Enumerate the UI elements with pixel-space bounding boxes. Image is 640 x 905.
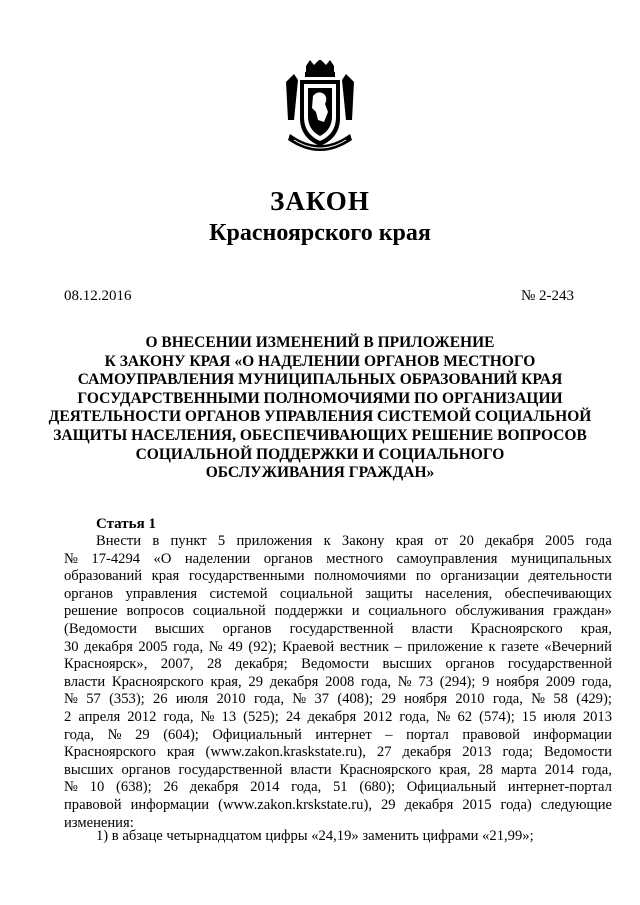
body-line: (Ведомости высших органов государственной власти Красноярского края, (64, 620, 612, 637)
body-line: решение вопросов социальной поддержки и социального обслуживания граждан» (64, 603, 612, 620)
body-line: Красноярского края (www.zakon.kraskstate.ru), 27 декабря 2013 года; Ведомости (64, 744, 612, 761)
heading-line: САМОУПРАВЛЕНИЯ МУНИЦИПАЛЬНЫХ ОБРАЗОВАНИЙ КРАЯ (77, 371, 563, 389)
heading-line: ОБСЛУЖИВАНИЯ ГРАЖДАН» (205, 464, 435, 482)
heading-line: ГОСУДАРСТВЕННЫМИ ПОЛНОМОЧИЯМИ ПО ОРГАНИЗАЦИИ (77, 389, 563, 407)
body-line: высших органов государственной власти Красноярского края, 28 марта 2014 года, (64, 761, 612, 778)
body-line: № 10 (638); 26 декабря 2014 года, 51 (680); Официальный интернет-портал (64, 779, 612, 796)
body-line: 30 декабря 2005 года, № 49 (92); Краевой вестник – приложение к газете «Вечерний (64, 638, 612, 655)
body-line: Красноярск», 2007, 28 декабря; Ведомости высших органов государственной (64, 656, 612, 673)
body-line: № 57 (353); 26 июля 2010 года, № 37 (408); 29 ноября 2010 года, № 58 (429); (64, 691, 612, 708)
body-line: власти Красноярского края, 29 декабря 2008 года, № 73 (294); 9 ноября 2009 года, (64, 673, 612, 690)
body-line: № 17-4294 «О наделении органов местного самоуправления муниципальных (64, 550, 612, 567)
document-subtitle: Красноярского края (209, 220, 431, 246)
body-line: Внести в пункт 5 приложения к Закону края от 20 декабря 2005 года (96, 533, 612, 549)
document-date: 08.12.2016 (64, 288, 132, 304)
article-title: Статья 1 (96, 516, 156, 532)
list-item: 1) в абзаце четырнадцатом цифры «24,19» заменить цифрами «21,99»; (96, 828, 534, 844)
heading-line: ДЕЯТЕЛЬНОСТИ ОРГАНОВ УПРАВЛЕНИЯ СИСТЕМОЙ СОЦИАЛЬНОЙ (48, 408, 592, 426)
body-line: 2 апреля 2012 года, № 13 (525); 24 декабря 2012 года, № 62 (574); 15 июля 2013 (64, 708, 612, 725)
body-line: образований края государственными полномочиями по организации деятельности (64, 568, 612, 585)
article-body (64, 533, 612, 832)
body-line: правовой информации (www.zakon.krskstate.ru), 29 декабря 2015 года) следующие (64, 796, 612, 813)
krasnoyarsk-coat-of-arms-emblem (280, 60, 360, 160)
body-line: года, № 29 (604); Официальный интернет – портал правовой информации (64, 726, 612, 743)
document-number: № 2-243 (520, 288, 574, 304)
document-title: ЗАКОН (270, 186, 370, 216)
heading-line: К ЗАКОНУ КРАЯ «О НАДЕЛЕНИИ ОРГАНОВ МЕСТНОГО (104, 352, 536, 370)
heading-line: ЗАЩИТЫ НАСЕЛЕНИЯ, ОБЕСПЕЧИВАЮЩИХ РЕШЕНИЕ ВОПРОСОВ (53, 426, 587, 444)
heading-line: СОЦИАЛЬНОЙ ПОДДЕРЖКИ И СОЦИАЛЬНОГО (135, 445, 505, 463)
heading-line: О ВНЕСЕНИИ ИЗМЕНЕНИЙ В ПРИЛОЖЕНИЕ (145, 334, 495, 351)
body-line: органов управления системой социальной защиты населения, обеспечивающих (64, 585, 612, 602)
law-heading (40, 334, 600, 483)
body-line: изменения: (64, 814, 134, 831)
